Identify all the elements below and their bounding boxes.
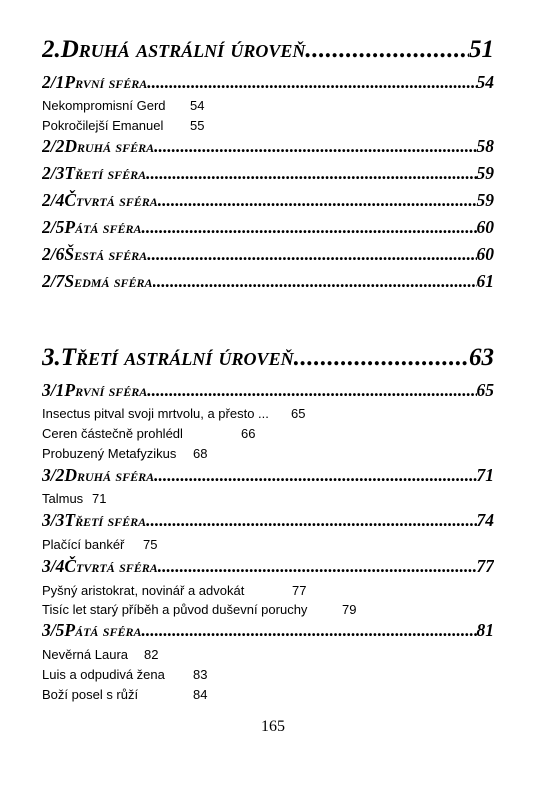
leader-dots	[153, 271, 477, 292]
entry-page: 65	[291, 406, 306, 421]
section-title: Pátá sféra	[64, 217, 142, 237]
entry-title: Probuzený Metafyzikus	[42, 446, 177, 461]
section-2-4[interactable]	[42, 190, 494, 214]
section-page: 59	[476, 163, 494, 183]
chapter-number: 2.	[42, 36, 61, 63]
leader-dots	[147, 244, 476, 265]
section-code: 2/7	[42, 271, 65, 291]
entry-title: Boží posel s růží	[42, 687, 139, 702]
list-item[interactable]	[42, 97, 205, 115]
entry-page: 79	[342, 602, 357, 617]
section-page: 77	[476, 556, 494, 576]
section-code: 2/2	[42, 136, 65, 156]
entry-page: 54	[190, 98, 205, 113]
leader-dots	[158, 190, 477, 211]
section-2-2[interactable]	[42, 136, 494, 160]
section-code: 2/6	[42, 244, 65, 264]
section-code: 3/3	[42, 510, 65, 530]
list-item[interactable]	[42, 646, 159, 664]
section-title: Čtvrtá sféra	[64, 556, 158, 576]
section-page: 54	[476, 72, 494, 92]
section-code: 3/4	[42, 556, 65, 576]
section-title: Druhá sféra	[64, 465, 155, 485]
section-title: Třetí sféra	[64, 163, 147, 183]
leader-dots	[146, 163, 476, 184]
entry-page: 66	[241, 426, 256, 441]
chapter-title: Třetí astrální úroveň	[60, 344, 294, 371]
entry-page: 71	[92, 491, 107, 506]
section-code: 2/1	[42, 72, 65, 92]
entry-title: Tisíc let starý příběh a původ duševní poruchy	[42, 602, 308, 617]
entry-title: Plačící bankéř	[42, 537, 125, 552]
list-item[interactable]	[42, 425, 256, 443]
section-code: 2/5	[42, 217, 65, 237]
entry-page: 83	[193, 667, 208, 682]
section-code: 2/3	[42, 163, 65, 183]
section-3-1[interactable]	[42, 380, 494, 404]
section-2-1[interactable]	[42, 72, 494, 96]
leader-dots	[154, 465, 476, 486]
section-page: 60	[476, 244, 494, 264]
section-title: První sféra	[64, 380, 148, 400]
section-2-6[interactable]	[42, 244, 494, 268]
entry-title: Pokročilejší Emanuel	[42, 118, 164, 133]
leader-dots	[141, 217, 476, 238]
entry-page: 77	[292, 583, 307, 598]
entry-title: Pyšný aristokrat, novinář a advokát	[42, 583, 245, 598]
list-item[interactable]	[42, 601, 357, 619]
chapter-number: 3.	[42, 344, 61, 371]
section-page: 60	[476, 217, 494, 237]
section-title: Šestá sféra	[64, 244, 148, 264]
list-item[interactable]	[42, 666, 208, 684]
entry-title: Insectus pitval svoji mrtvolu, a přesto ...	[42, 406, 269, 421]
entry-page: 84	[193, 687, 208, 702]
section-title: Pátá sféra	[64, 620, 142, 640]
section-page: 74	[476, 510, 494, 530]
chapter-heading-3[interactable]	[42, 344, 494, 376]
list-item[interactable]	[42, 445, 208, 463]
section-code: 3/1	[42, 380, 65, 400]
section-3-5[interactable]	[42, 620, 494, 644]
entry-title: Nekompromisní Gerd	[42, 98, 166, 113]
leader-dots	[294, 344, 469, 372]
section-2-3[interactable]	[42, 163, 494, 187]
chapter-page: 63	[469, 344, 494, 371]
section-code: 2/4	[42, 190, 65, 210]
section-page: 65	[476, 380, 494, 400]
entry-page: 55	[190, 118, 205, 133]
leader-dots	[146, 510, 476, 531]
entry-title: Talmus	[42, 491, 84, 506]
entry-page: 68	[193, 446, 208, 461]
entry-title: Ceren částečně prohlédl	[42, 426, 183, 441]
entry-page: 82	[144, 647, 159, 662]
section-title: Čtvrtá sféra	[64, 190, 158, 210]
page-number: 165	[261, 718, 285, 735]
section-page: 81	[476, 620, 494, 640]
list-item[interactable]	[42, 405, 306, 423]
entry-title: Nevěrná Laura	[42, 647, 128, 662]
section-page: 59	[476, 190, 494, 210]
list-item[interactable]	[42, 117, 205, 135]
section-title: Druhá sféra	[64, 136, 155, 156]
section-2-5[interactable]	[42, 217, 494, 241]
section-3-4[interactable]	[42, 556, 494, 580]
section-title: Sedmá sféra	[64, 271, 153, 291]
list-item[interactable]	[42, 582, 307, 600]
section-3-3[interactable]	[42, 510, 494, 534]
leader-dots	[158, 556, 477, 577]
leader-dots	[147, 380, 476, 401]
section-code: 3/2	[42, 465, 65, 485]
entry-page: 75	[143, 537, 158, 552]
section-3-2[interactable]	[42, 465, 494, 489]
section-title: První sféra	[64, 72, 148, 92]
entry-title: Luis a odpudivá žena	[42, 667, 165, 682]
list-item[interactable]	[42, 536, 158, 554]
leader-dots	[141, 620, 476, 641]
section-title: Třetí sféra	[64, 510, 147, 530]
section-code: 3/5	[42, 620, 65, 640]
leader-dots	[305, 36, 469, 64]
section-page: 71	[476, 465, 494, 485]
section-page: 58	[476, 136, 494, 156]
section-2-7[interactable]	[42, 271, 494, 295]
chapter-page: 51	[469, 36, 494, 63]
chapter-title: Druhá astrální úroveň	[60, 36, 306, 63]
chapter-heading-2[interactable]	[42, 36, 494, 68]
section-page: 61	[476, 271, 494, 291]
leader-dots	[147, 72, 476, 93]
list-item[interactable]	[42, 490, 107, 508]
leader-dots	[154, 136, 476, 157]
list-item[interactable]	[42, 686, 208, 704]
